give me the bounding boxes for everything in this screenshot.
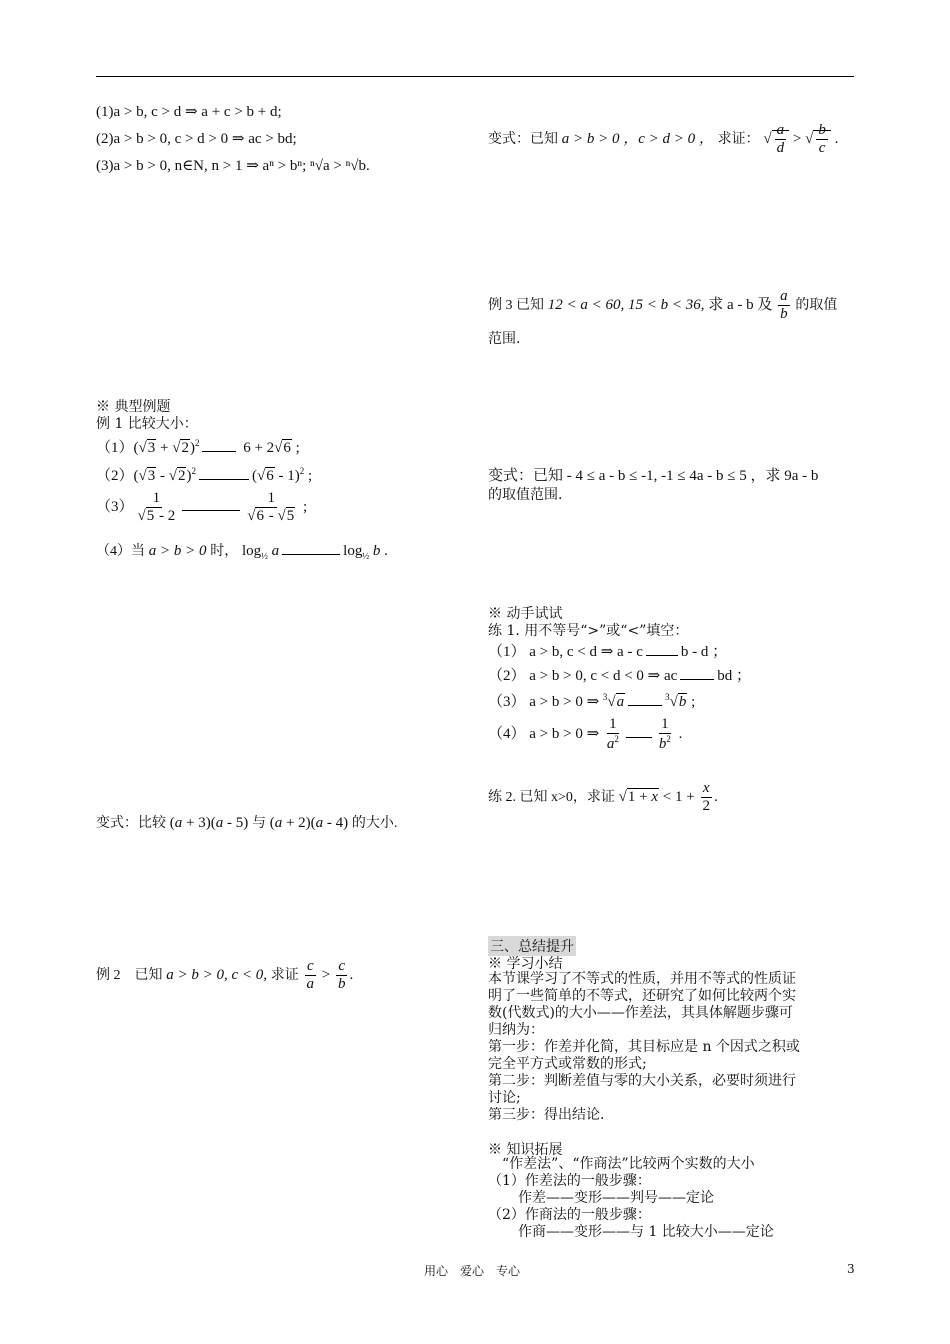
summary-line: 第二步：判断差值与零的大小关系，必要时须进行 — [488, 1073, 796, 1089]
practice-1-title: 练 1. 用不等号“>”或“<”填空： — [488, 623, 689, 639]
page-number: 3 — [847, 1262, 855, 1276]
variant-a: 变式：已知 a > b > 0 ，c > d > 0 ， 求证： √ $\frac{a}{d}$ > √ $\frac{b}{c}$ . — [488, 122, 839, 157]
item-label: （1） — [96, 440, 134, 456]
extension-line: 作商——变形——与 1 比较大小——定论 — [518, 1224, 774, 1240]
extension-line: “作差法”、“作商法”比较两个实数的大小 — [502, 1156, 755, 1172]
answer-blank[interactable] — [282, 553, 340, 555]
summary-line: 归纳为： — [488, 1022, 544, 1038]
tail: 的取值 — [795, 298, 838, 314]
summary-line: 明了一些简单的不等式，还研究了如何比较两个实 — [488, 988, 796, 1004]
example-2-label: 例 2 已知 — [96, 968, 163, 984]
answer-blank[interactable] — [202, 450, 236, 452]
answer-blank[interactable] — [182, 509, 240, 511]
item-tail: bd ； — [717, 668, 752, 684]
practice-1-item-4: （4） a > b > 0 ⇒ $\frac{1}{a^2}$ $\frac{1}{b^2}$ . — [488, 716, 683, 753]
variant-label: 变式：已知 — [488, 132, 558, 148]
item-label: （2） — [96, 468, 134, 484]
ask: 求 a - b 及 — [708, 297, 773, 314]
answer-blank[interactable] — [199, 478, 249, 480]
item-label: （3） — [96, 499, 134, 516]
header-rule — [96, 76, 854, 77]
property-1: (1)a > b, c > d ⇒ a + c > b + d; — [96, 104, 282, 120]
variant-mid: 与 — [251, 816, 266, 831]
extension-line: 作差——变形——判号——定论 — [518, 1190, 714, 1206]
extension-line: （1）作差法的一般步骤： — [488, 1173, 651, 1189]
variant-label: 变式：比较 — [96, 816, 166, 831]
example-1-title: 例 1 比较大小： — [96, 416, 198, 432]
condition: a > b > 0 ，c > d > 0 ， — [561, 131, 714, 148]
footer-center: 用心 爱心 专心 — [424, 1264, 521, 1278]
example-3-line2: 范围. — [488, 331, 521, 347]
prove-label: 求证： — [717, 132, 760, 148]
example-1-item-4: （4）当 a > b > 0 时， $\log_{\frac{1}{2}} a$ $\log_{\frac{1}{2}} b$ . — [96, 543, 388, 561]
practice-1-item-2 — [488, 664, 751, 685]
condition: a > b > 0, c < 0, — [166, 967, 268, 984]
example-1-item-3: （3） $\frac{1}{√5 - 2}$ $\frac{1}{√6 - √5}$ ; — [96, 490, 308, 525]
practice-1-item-1 — [488, 640, 727, 661]
example-2: 例 2 已知 a > b > 0, c < 0, 求证 $\frac{c}{a}$ > $\frac{c}{b}$ . — [96, 958, 354, 993]
example-3-label: 例 3 已知 — [488, 298, 544, 314]
variant-end: 的大小. — [351, 816, 398, 831]
practice-2-label: 练 2. 已知 x>0，求证 — [488, 790, 615, 806]
extension-title: ※ 知识拓展 — [488, 1142, 563, 1158]
item-label-time: 时， — [210, 544, 239, 559]
item-text: （2） a > b > 0, c < d < 0 ⇒ ac — [488, 668, 678, 684]
item-text: （3） a > b > 0 ⇒ — [488, 694, 600, 710]
variant-b-line2: 的取值范围. — [488, 487, 563, 503]
summary-line: 本节课学习了不等式的性质，并用不等式的性质证 — [488, 971, 796, 987]
extension-line: （2）作商法的一般步骤： — [488, 1207, 651, 1223]
summary-line: 第一步：作差并化简，其目标应是 n 个因式之积或 — [488, 1039, 800, 1055]
variant-1: 变式：比较 (a + 3)(a - 5) 与 (a + 2)(a - 4) 的大小. — [96, 815, 398, 831]
summary-line: 讨论; — [488, 1090, 521, 1106]
summary-line: 完全平方式或常数的形式; — [488, 1056, 647, 1072]
item-tail: b - d ； — [680, 644, 728, 660]
item-text: （4） a > b > 0 ⇒ — [488, 726, 600, 743]
prove-label: 求证 — [270, 968, 299, 984]
section-title-try: ※ 动手试试 — [488, 606, 563, 622]
property-3: (3)a > b > 0, n∈N, n > 1 ⇒ aⁿ > bⁿ; ⁿ√a > ⁿ√b. — [96, 158, 370, 174]
example-3: 例 3 已知 12 < a < 60, 15 < b < 36, 求 a - b 及 $\frac{a}{b}$ 的取值 — [488, 288, 838, 323]
summary-title: 三、总结提升 — [488, 936, 576, 956]
extension-paragraph — [488, 1156, 774, 1241]
answer-blank[interactable] — [680, 678, 714, 680]
summary-paragraph — [488, 971, 800, 1124]
practice-2: 练 2. 已知 x>0，求证 √1 + x < 1 + $\frac{x}{2}$ . — [488, 780, 718, 815]
practice-1-item-3: （3） a > b > 0 ⇒ $^3$√a $^3$√b ; — [488, 692, 696, 710]
summary-line: 数(代数式)的大小——作差法，其具体解题步骤可 — [488, 1005, 793, 1021]
summary-line: 第三步：得出结论. — [488, 1107, 605, 1123]
answer-blank[interactable] — [646, 654, 678, 656]
item-text: （1） a > b, c < d ⇒ a - c — [488, 644, 643, 660]
section-title-examples: ※ 典型例题 — [96, 399, 171, 415]
condition: 12 < a < 60, 15 < b < 36, — [547, 297, 705, 314]
answer-blank[interactable] — [628, 704, 662, 706]
item-label: （4）当 — [96, 544, 145, 559]
answer-blank[interactable] — [626, 736, 652, 738]
example-1-item-1: $(1)(√3 + √2)^2$ 6 + 2√6 ; — [96, 438, 300, 456]
example-1-item-2: （2）(√3 - √2)$^2$ (√6 - 1)$^2$ ; — [96, 466, 313, 484]
condition: a > b > 0 — [148, 543, 207, 559]
summary-subtitle: ※ 学习小结 — [488, 956, 563, 972]
variant-b-line1: 变式：已知 - 4 ≤ a - b ≤ -1, -1 ≤ 4a - b ≤ 5 ，求 9a - b — [488, 468, 819, 484]
property-2: (2)a > b > 0, c > d > 0 ⇒ ac > bd; — [96, 131, 297, 147]
